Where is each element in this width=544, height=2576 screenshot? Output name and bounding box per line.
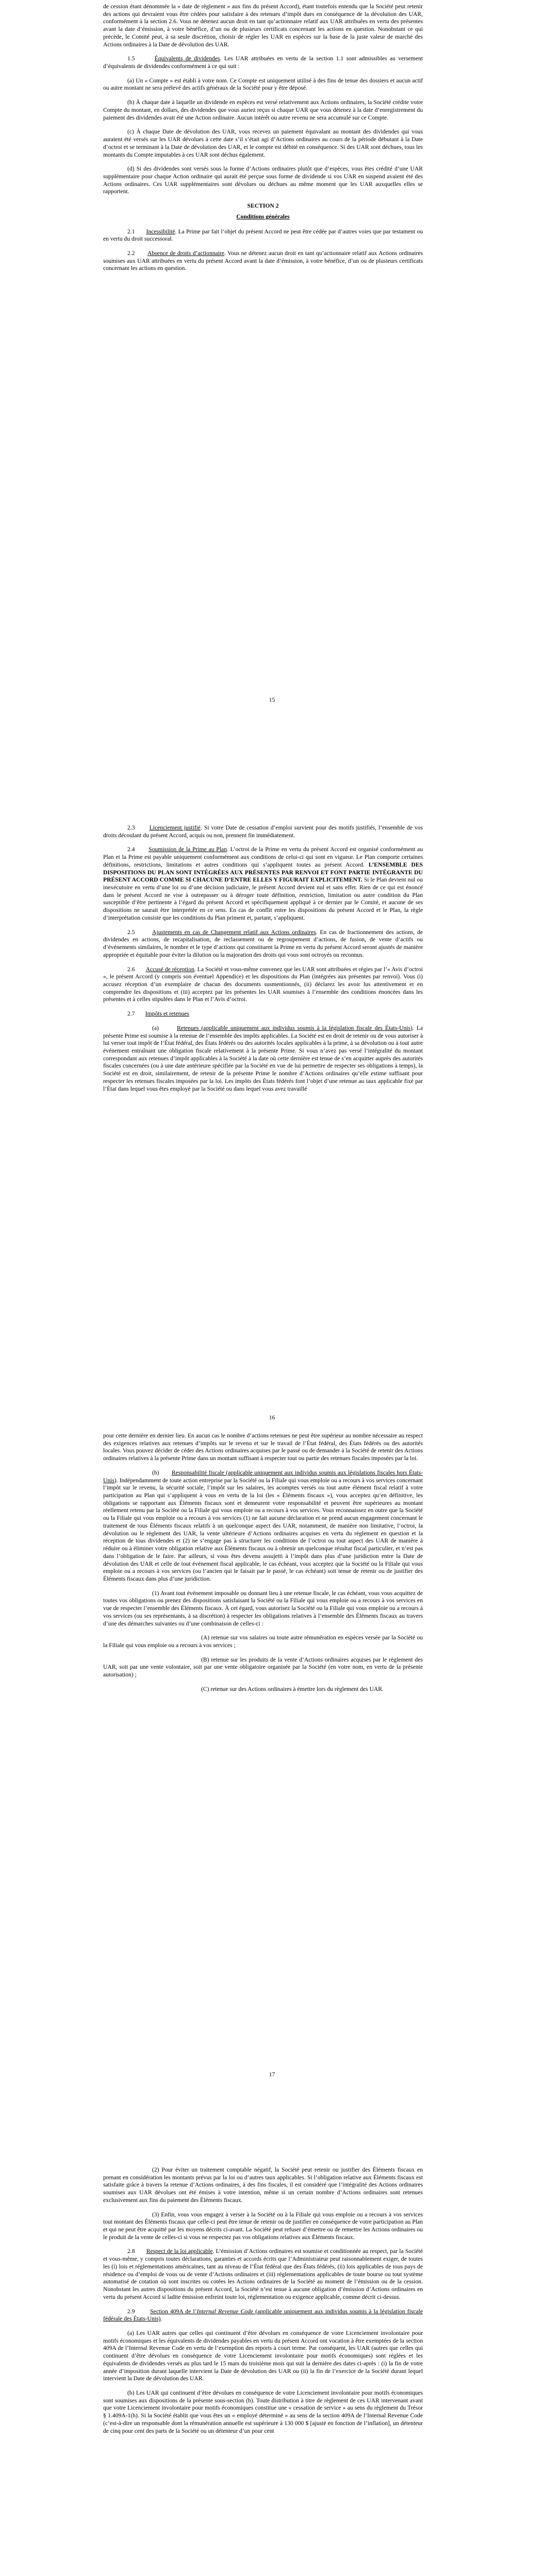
heading-italic: Internal Revenue Code <box>196 2308 254 2315</box>
section-text: . La présente Prime est soumise à la retenue de l’ensemble des impôts applicables. La Société est en droit de retenir ou de vous autoriser à lui verser tout impôt de l’État fédéral, des États fédérés ou des autorités locales applicables à la prime, à sa dévolution ou à tout autre événement entraînant une obligation fiscale relativement à la présente Prime. Si vous n’avez pas versé l’intégralité du montant correspondant aux retenues d’impôt applicables à la Société à la date où cette dernière est tenue de s’en acquitter auprès des autorités fiscales concernées (ou à une date antérieure spécifiée par la Société en vue de lui permettre de respecter ses obligations à temps), la Société est en droit, similairement, de retenir de la présente Prime le nombre d’Actions ordinaires qu’elle estime suffisant pour respecter les retenues fiscales imposées par la loi. Les impôts des États fédérés font l’objet d’une retenue au taux applicable fixé par l’État dans lequel vous êtes employé par la Société ou dans lequel vous avez travaillé <box>103 1024 423 1092</box>
section-text: . Vous ne détenez aucun droit en tant qu’actionnaire relatif aux Actions ordinaires soumises aux UAR attribuées en vertu du présent Accord avant la date d’émission, à votre bénéfice, d’un ou de plusieurs certificats concernant les actions en question. <box>103 249 423 272</box>
section-heading: Responsabilité fiscale (applicable uniquement aux individus soumis aux législations fiscales hors États-Unis) <box>103 1469 423 1484</box>
section-heading: Soumission de la Prime au Plan <box>149 846 227 853</box>
section-heading: Absence de droits d’actionnaire <box>147 249 224 257</box>
page-number: 16 <box>269 1414 275 1421</box>
heading-part: (applicable uniquement aux individus soumis à la législation fiscale fédérale des États-Unis) <box>103 2308 423 2323</box>
section-subtitle: Conditions générales <box>236 213 290 220</box>
page-number: 15 <box>269 697 275 703</box>
paragraph-3: (3) Enfin, vous vous engagez à verser à la Société ou à la Filiale qui vous emploie ou a recours à vos services tout montant des Éléments fiscaux que celle-ci peut être tenue de retenir ou de justifier en conséquence de votre participation au Plan et qui ne peut être acquitté par les moyens décrits ci-avant. La Société peut refuser d’émettre ou de remettre les Actions ordinaires ou le produit de la vente de celles-ci si vous ne respectez pas vos obligations relatives aux Éléments fiscaux. <box>103 2211 423 2241</box>
section-heading: Équivalents de dividendes <box>154 55 220 62</box>
paragraph-a: (a) Les UAR autres que celles qui continuent d’être dévolues en conséquence de votre Licenciement involontaire pour motifs économiques et les équivalents de dividendes payables en vertu du présent Accord ont vocation à être exemptées de la section 409A de l’Internal Revenue Code en vertu de l’exemption des reports à court terme. Par conséquent, les UAR (autres que celles qui continuent d’être dévolues en conséquence de votre Licenciement involontaire pour motifs économiques) sont réglées et les équivalents de dividendes versés au plus tard le 15 mars du troisième mois qui suit la dernière des dates ci-après : (i) la fin de votre année d’imposition durant laquelle intervient la Date de dévolution des UAR ou (ii) la fin de l’exercice de la Société durant lequel intervient la Date de dévolution des UAR. <box>103 2329 423 2382</box>
page-body <box>103 2166 423 2442</box>
section-text: . L’octroi de la Prime en vertu du présent Accord est organisé conformément au Plan et la Prime est payable uniquement conformément aux conditions de celui-ci qui sont en vigueur. Le Plan comporte certaines définitions, restrictions, limitations et autres conditions qui s’appliquent toutes au présent Accord. <box>103 846 423 868</box>
section-heading: Retenues (applicable uniquement aux individus soumis à la législation fiscale des États-Unis) <box>176 1024 413 1031</box>
paragraph-b: (b) À chaque date à laquelle un dividende en espèces est versé relativement aux Actions ordinaires, la Société crédite votre Compte du montant, en dollars, des dividendes que vous auriez reçus si chaque UAR que vous détenez à la date d’enregistrement du paiement des dividendes avait été une Action ordinaire. Aucun intérêt ou autre revenu ne sera accumulé sur ce Compte. <box>103 99 423 121</box>
paragraph: de cession étant dénommée la « date de règlement » aux fins du présent Accord), étant toutefois entendu que la Société peut retenir des actions qui devraient vous être cédées pour satisfaire à des retenues d’impôt dues en conséquence de la dévolution des UAR, conformément à la section 2.6. Vous ne détenez aucun droit en tant qu’actionnaire relatif aux UAR attribuées en vertu des présentes avant la date d’émission, à votre bénéfice, d’un ou de plusieurs certificats concernant les actions en question. Nonobstant ce qui précède, le Comité peut, à sa seule discrétion, choisir de régler les UAR en espèces sur la base de la juste valeur de marché des Actions ordinaires à la Date de dévolution des UAR. <box>103 3 423 48</box>
bold-clause: L’ENSEMBLE DES DISPOSITIONS DU PLAN SONT INTÉGRÉES AUX PRÉSENTES PAR RENVOI ET FONT PARTIE INTÉGRANTE DU PRÉSENT ACCORD COMME SI CHACUNE D’ENTRE ELLES Y FIGURAIT EXPLICITEMENT. <box>103 861 423 884</box>
section-number: 2.7 <box>127 1010 135 1018</box>
document-page-17 <box>0 1432 544 2087</box>
paragraph-2-9 <box>103 2308 423 2323</box>
section-number: 2.6 <box>127 965 135 973</box>
section-heading: Licenciement justifié <box>149 824 201 831</box>
section-text: . L’émission d’Actions ordinaires est soumise et conditionnée au respect, par la Société et vous-même, y compris toutes déclarations, garanties et accords écrits que l’Administrateur peut raisonnablement exiger, de toutes les (i) lois et réglementations américaines, tant au niveau de l’État fédéral que des États fédérés, (ii) lois applicables de tous pays de résidence ou d’emploi de vous ou de vente d’Actions ordinaires et (iii) réglementations applicables de toute bourse ou tout système automatisé de cotation où sont inscrites ou cotées les Actions ordinaires de la Société au moment de l’émission ou de la cession. Nonobstant les autres dispositions du présent Accord, la Société n’est tenue à aucune obligation d’émission d’Actions ordinaires en vertu du présent Accord si ladite émission enfreint toute loi, réglementation ou exigence applicable, comme décrit ci-dessus. <box>103 2248 423 2300</box>
paragraph-1-5 <box>103 55 423 70</box>
heading-part: Section 409A de l’ <box>150 2308 197 2315</box>
section-text: . Indépendamment de toute action entreprise par la Société ou la Filiale qui vous emploie ou a recours à vos services concernant l’impôt sur le revenu, la sécurité sociale, l’impôt sur les salaires, les acomptes versés ou tout autre élément fiscal relatif à votre participation au Plan qui s’appliquent à vous en vertu de la loi (les « Éléments fiscaux »), vous acceptez qu’en définitive, les obligations se rapportant aux Éléments fiscaux sont et demeurent votre responsabilité et peuvent être supérieures au montant réellement retenu par la Société ou la Filiale qui vous emploie ou a recours à vos services. Vous reconnaissez en outre que la Société ou la Filiale qui vous emploie ou a recours à vos services (1) ne fait aucune déclaration et ne prend aucun engagement concernant le traitement de tous Éléments fiscaux relatifs à un quelconque aspect des UAR, notamment, de manière non limitative, l’octroi, la dévolution ou le règlement des UAR, la vente ultérieure d’Actions ordinaires acquises en vertu du règlement en question et la réception de tous dividendes et (2) ne s’engage pas à structurer les conditions de l’octroi ou tout aspect des UAR de manière à réduire ou à éliminer votre obligation relative aux Éléments fiscaux ou à obtenir un quelconque résultat fiscal particulier, et n’est pas dans l’obligation de le faire. Par ailleurs, si vous êtes devenu assujetti à l’impôt dans plus d’une juridiction entre la Date de dévolution des UAR et celle de tout événement fiscal applicable, le cas échéant, vous acceptez que la Société ou la Filiale qui vous emploie ou a recours à vos services (ou l’ancien qui le faisait par le passé, le cas échéant) soit tenue de retenir ou de justifier des Éléments fiscaux dans plus d’une juridiction. <box>103 1477 423 1582</box>
section-number: 1.5 <box>127 55 135 62</box>
section-number: 2.5 <box>127 928 135 936</box>
section-heading: Respect de la loi applicable <box>146 2248 213 2255</box>
section-text: . La Société et vous-même convenez que les UAR sont attribuées et régies par l’« Avis d’octroi », le présent Accord (y compris son éventuel Appendice) et les dispositions du Plan (intégrées aux présentes par renvoi). Vous (i) accusez réception d’un exemplaire de chacun des documents susmentionnés, (ii) déclarez les avoir lus attentivement et en comprendre les dispositions et (iii) acceptez par les présentes les UAR soumises à l’ensemble des conditions énoncées dans les présentes et à celles stipulées dans le Plan et l’Avis d’octroi. <box>103 965 423 1003</box>
section-text-continued: Si le Plan devient nul ou inexécutoire en vertu d’une loi ou d’une décision judiciaire, le présent Accord devient nul et sans effet. Rien de ce qui est énoncé dans le présent Accord ne vise à outrepasser ou à déroger toute définition, restriction, limitation ou autre condition du Plan susceptible d’être pertinente à l’égard du présent Accord et spécifiquement appliqué à ce dernier par le Comité, et aucune de ses dispositions ne saurait être interprétée en ce sens. En cas de conflit entre les dispositions du présent Accord et le Plan, la règle d’interprétation consiste que les conditions du Plan priment et, partant, s’appliquent. <box>103 876 423 921</box>
paragraph-2-7-a <box>103 1025 423 1093</box>
paragraph-2-8 <box>103 2248 423 2301</box>
paragraph-2-3 <box>103 824 423 839</box>
paragraph: pour cette dernière en dernier lieu. En aucun cas le nombre d’actions retenues ne peut être supérieur au nombre nécessaire au respect des exigences relatives aux retenues d’impôts sur le revenu et sur le travail de l’État fédéral, des États fédérés ou des autorités locales. Vous pouvez décider de céder des Actions ordinaires acquises par le passé ou de demander à la Société de retenir des Actions ordinaires relatives à la présente Prime dans un montant suffisant à respecter tout ou partie des retenues fiscales imposées par la loi. <box>103 1432 423 1462</box>
page-body <box>103 1432 423 1700</box>
section-text: . <box>160 2315 162 2323</box>
document-page-16 <box>0 775 544 1430</box>
section-heading: Ajustements en cas de Changement relatif aux Actions ordinaires <box>152 928 316 936</box>
paragraph-1: (1) Avant tout événement imposable ou donnant lieu à une retenue fiscale, le cas échéant, vous vous acquittez de toutes vos obligations ou prenez des dispositions satisfaisant la Société ou la Filiale qui vous emploie ou a recours à vos services en vue de respecter l’ensemble des Éléments fiscaux. À cet égard, vous autorisez la Société ou la Filiale qui vous emploie ou a recours à vos services (ou ses représentants, à sa discrétion) à respecter les obligations relatives à l’ensemble des Éléments fiscaux au travers d’une des démarches suivantes ou d’une combinaison de celles-ci : <box>103 1589 423 1627</box>
paragraph-2-6 <box>103 966 423 1004</box>
item-label: (b) <box>152 1469 159 1476</box>
page-body <box>103 3 423 279</box>
document-page-18 <box>0 2087 544 2576</box>
section-number: 2.2 <box>127 249 135 257</box>
section-title: SECTION 2 <box>247 202 279 210</box>
paragraph-2-7 <box>103 1010 423 1018</box>
paragraph-2-5 <box>103 929 423 959</box>
section-text: . Les UAR attribuées en vertu de la section 1.1 sont admissibles au versement d’équivalents de dividendes conformément à ce qui suit : <box>103 55 423 70</box>
paragraph-B: (B) retenue sur les produits de la vente d’Actions ordinaires acquises par le règlement des UAR, soit par une vente volontaire, soit par une vente obligatoire organisée par la Société (en votre nom, en vertu de la présente autorisation) ; <box>103 1656 423 1679</box>
item-label: (a) <box>152 1024 159 1031</box>
paragraph-C: (C) retenue sur des Actions ordinaires à émettre lors du règlement des UAR. <box>201 1685 384 1692</box>
document-page-15 <box>0 0 544 742</box>
section-heading <box>103 2308 423 2323</box>
section-text: . Si votre Date de cessation d’emploi survient pour des motifs justifiés, l’ensemble de vos droits découlant du présent Accord, acquis ou non, prennent fin immédiatement. <box>103 824 423 839</box>
section-number: 2.8 <box>127 2248 135 2255</box>
paragraph-c: (c) À chaque Date de dévolution des UAR, vous recevez un paiement équivalant au montant des dividendes qui vous auraient été versés sur les UAR dévolues à cette date s’il s’était agi d’Actions ordinaires au cours de la période débutant à la Date d’octroi et se terminant à la Date de dévolution des UAR, et le compte est débité en conséquence. Si des UAR sont déchues, tous les montants du Compte imputables à ces UAR sont déchus également. <box>103 128 423 158</box>
page-number: 17 <box>269 2071 275 2078</box>
section-heading: Impôts et retenues <box>145 1010 189 1018</box>
section-text: . En cas de fractionnement des actions, de dividendes en actions, de recapitalisation, de reclassement ou de regroupement d’actions, de fusion, de vente d’actifs ou d’événements similaires, le nombre et le type d’actions qui constituent la Prime en vertu du présent Accord seront ajustés de manière appropriée et équitable pour éviter la dilution ou la majoration des droits qui vous sont octroyés ou reconnus. <box>103 928 423 958</box>
section-number: 2.4 <box>127 846 135 853</box>
paragraph-2-1 <box>103 228 423 243</box>
page-body <box>103 824 423 1099</box>
paragraph-2-4 <box>103 846 423 922</box>
paragraph-b: (b) Les UAR qui continuent d’être dévolues en conséquence de votre Licenciement involontaire pour motifs économiques sont soumises aux dispositions de la présente sous-section (b). Toute distribution à titre de règlement de ces UAR intervenant avant que votre Licenciement involontaire pour motifs économiques constitue une « cessation de service » au sens du règlement du Trésor § 1.409A-1(h). Si la Société établit que vous êtes un « employé déterminé » au sens de la section 409A de l’Internal Revenue Code (c’est-à-dire un responsable dont la rémunération annuelle est supérieure à 130 000 $ [ajusté en fonction de l’inflation], un détenteur de cinq pour cent des parts de la Société ou un détenteur d’un pour cent <box>103 2389 423 2434</box>
paragraph-2-7-b <box>103 1469 423 1583</box>
section-number: 2.1 <box>127 228 135 235</box>
section-heading: Incessibilité <box>146 228 175 235</box>
section-number: 2.9 <box>127 2308 135 2315</box>
section-heading: Accusé de réception <box>145 965 194 973</box>
paragraph-2: (2) Pour éviter un traitement comptable négatif, la Société peut retenir ou justifier des Éléments fiscaux en prenant en considération les montants prévus par la loi ou d’autres taux applicables. Si l’obligation relative aux Éléments fiscaux est satisfaite grâce à travers la retenue d’Actions ordinaires, à des fins fiscales, il est considéré que l’intégralité des Actions ordinaires soumises aux UAR dévolues ont été émises à votre intention, même si un certain nombre d’Actions ordinaires sont retenues exclusivement aux fins du paiement des Éléments fiscaux. <box>103 2166 423 2204</box>
paragraph-d: (d) Si des dividendes sont versés sous la forme d’Actions ordinaires plutôt que d’espèces, vous êtes crédité d’une UAR supplémentaire pour chaque Action ordinaire qui aurait été perçue sous forme de dividende si vos UAR en suspend avaient été des Actions ordinaires. Ces UAR supplémentaires sont dévolues ou déchues au même moment que les UAR auxquelles elles se rapportent. <box>103 165 423 195</box>
section-number: 2.3 <box>127 824 135 831</box>
section-text: . La Prime par fait l’objet du présent Accord ne peut être cédée par d’autres voies que par testament ou en vertu du droit successoral. <box>103 228 423 243</box>
paragraph-A: (A) retenue sur vos salaires ou toute autre rémunération en espèces versée par la Société ou la Filiale qui vous emploie ou a recours à vos services ; <box>103 1634 423 1649</box>
paragraph-a: (a) Un « Compte » est établi à votre nom. Ce Compte est uniquement utilisé à des fins de tenue des dossiers et aucun actif ou autre montant ne sera prélevé des actifs généraux de la Société pour y être déposé. <box>103 77 423 92</box>
paragraph-2-2 <box>103 250 423 273</box>
